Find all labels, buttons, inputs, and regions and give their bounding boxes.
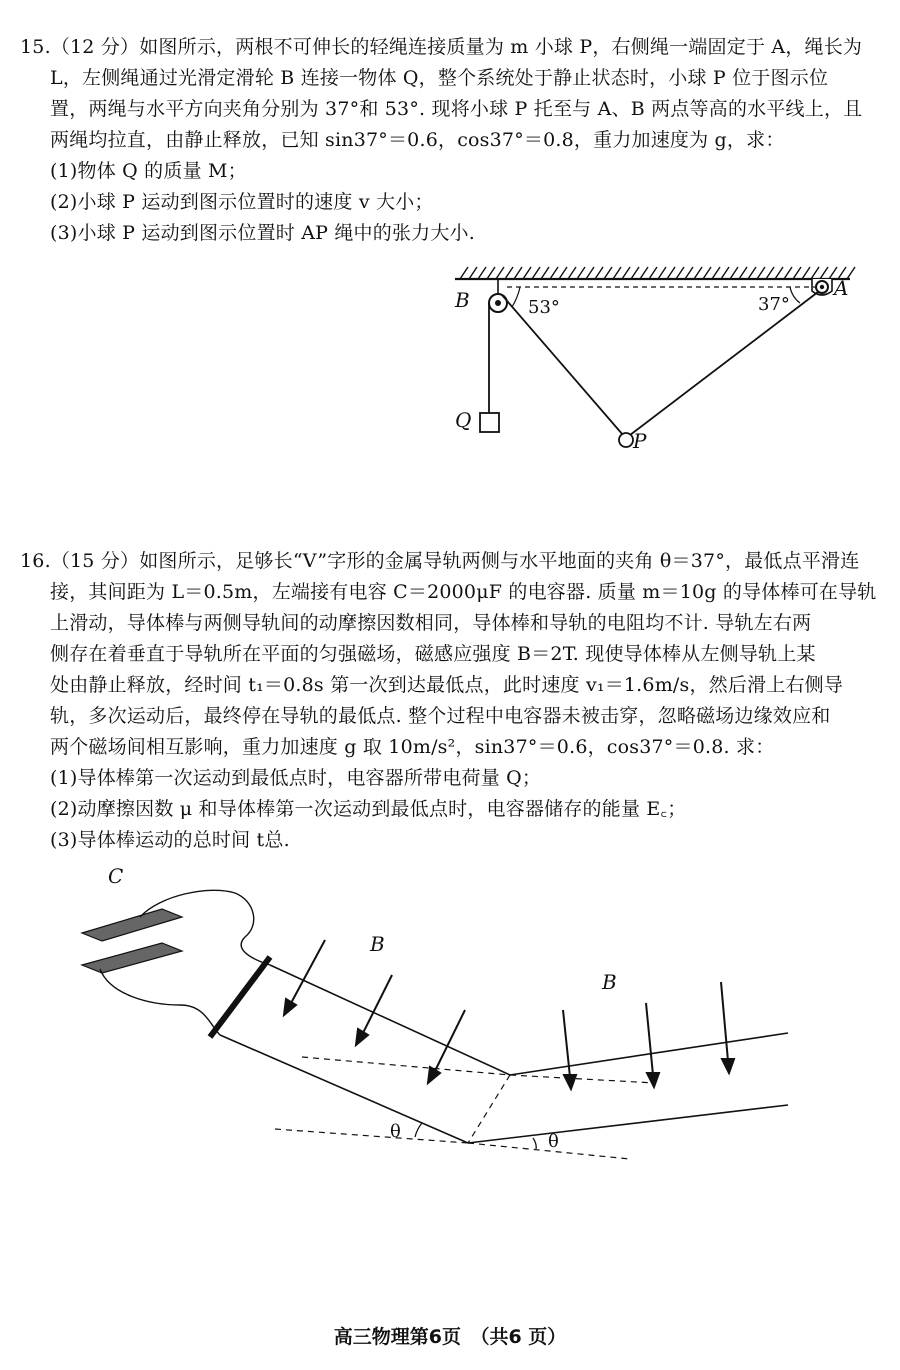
label-theta-right: θ (548, 1131, 559, 1152)
q15-sub-1: (1)物体 Q 的质量 M； (50, 160, 247, 182)
angle-arc-53 (512, 287, 520, 307)
label-Q: Q (455, 408, 472, 432)
q15-sub-3: (3)小球 P 运动到图示位置时 AP 绳中的张力大小. (50, 222, 476, 244)
q16-line-2: 接，其间距为 L＝0.5m，左端接有电容 C＝2000μF 的电容器. 质量 m＝10g 的导体棒可在导轨 (50, 581, 877, 603)
dashed-guides (275, 1057, 655, 1159)
label-B-right: B (602, 970, 617, 994)
capacitor-C (82, 890, 270, 1035)
rope-BP (502, 295, 623, 435)
q16-sub-1: (1)导体棒第一次运动到最低点时，电容器所带电荷量 Q； (50, 767, 542, 789)
angle-label-53: 53° (528, 297, 560, 318)
page-footer: 高三物理第6页 （共6 页） (333, 1326, 567, 1348)
left-rail-upper (270, 965, 510, 1075)
conductor-rod (210, 957, 270, 1037)
pulley-B (489, 279, 507, 312)
q15-sub-2: (2)小球 P 运动到图示位置时的速度 v 大小； (50, 191, 434, 213)
left-rail-lower (220, 1035, 468, 1143)
q16-line-4: 侧存在着垂直于导轨所在平面的匀强磁场，磁感应强度 B＝2T. 现使导体棒从左侧导轨上某 (50, 643, 816, 665)
field-arrows (284, 940, 734, 1089)
label-P: P (633, 429, 647, 453)
angle-label-37: 37° (758, 294, 790, 315)
q15-figure (440, 255, 860, 465)
label-C: C (108, 865, 124, 888)
q16-figure (70, 865, 810, 1175)
ball-P (619, 433, 633, 447)
block-Q (480, 413, 499, 432)
q16-line-7: 两个磁场间相互影响，重力加速度 g 取 10m/s²，sin37°＝0.6，cos37°＝0.8. 求： (50, 736, 775, 758)
ceiling-hatching (455, 267, 855, 279)
q16-line-3: 上滑动，导体棒与两侧导轨间的动摩擦因数相同，导体棒和导轨的电阻均不计. 导轨左右两 (50, 612, 812, 634)
q16-line-5: 处由静止释放，经时间 t₁＝0.8s 第一次到达最低点，此时速度 v₁＝1.6m/s，然后滑上右侧导 (50, 674, 844, 696)
label-theta-left: θ (390, 1121, 401, 1142)
problem-16 (20, 546, 880, 856)
q15-line-1: 15.（12 分）如图所示，两根不可伸长的轻绳连接质量为 m 小球 P，右侧绳一端固定于 A，绳长为 (20, 36, 863, 58)
q16-sub-2: (2)动摩擦因数 μ 和导体棒第一次运动到最低点时，电容器储存的能量 E꜀； (50, 798, 687, 820)
theta-arc-left (415, 1123, 422, 1137)
q15-line-2: L，左侧绳通过光滑定滑轮 B 连接一物体 Q，整个系统处于静止状态时，小球 P 位于图示位 (50, 67, 829, 89)
theta-arc-right (533, 1138, 536, 1149)
problem-15 (20, 32, 880, 249)
q15-line-3: 置，两绳与水平方向夹角分别为 37°和 53°. 现将小球 P 托至与 A、B 两点等高的水平线上，且 (50, 98, 863, 120)
q16-line-1: 16.（15 分）如图所示，足够长“V”字形的金属导轨两侧与水平地面的夹角 θ＝37°，最低点平滑连 (20, 550, 860, 572)
label-B-left: B (370, 932, 385, 956)
q16-line-6: 轨，多次运动后，最终停在导轨的最低点. 整个过程中电容器未被击穿，忽略磁场边缘效应和 (50, 705, 831, 727)
label-B: B (455, 288, 470, 312)
label-A: A (834, 276, 849, 300)
q16-sub-3: (3)导体棒运动的总时间 t总. (50, 829, 290, 851)
right-rail-lower (468, 1105, 788, 1143)
angle-arc-37 (790, 287, 800, 303)
q15-line-4: 两绳均拉直，由静止释放，已知 sin37°＝0.6，cos37°＝0.8，重力加速度为 g，求： (50, 129, 785, 151)
